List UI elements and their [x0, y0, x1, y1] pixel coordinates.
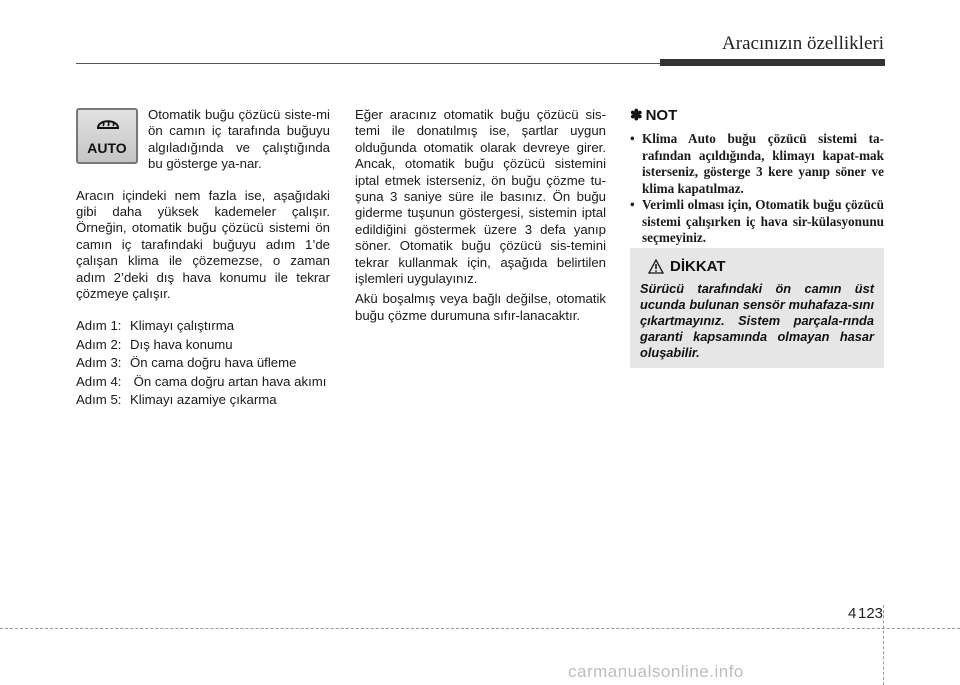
- auto-defog-icon: [96, 116, 120, 138]
- warning-triangle-icon: [648, 259, 664, 274]
- caution-heading: [648, 258, 874, 275]
- step-label: Adım 3:: [76, 355, 122, 371]
- header-rule-accent: [660, 59, 885, 66]
- header-rule: [76, 63, 660, 64]
- step-item: [76, 392, 330, 408]
- note-item-text: Klima Auto buğu çözücü sistemi ta-rafından açıldığında, klimayı kapat-mak isterseniz, gösterge 3 kere yanıp söner ve klima kapatılmaz.: [642, 131, 884, 196]
- steps-list: [76, 318, 330, 408]
- note-list: [630, 131, 884, 247]
- note-section: [630, 107, 884, 247]
- caution-box: [630, 248, 884, 368]
- caution-title: DİKKAT: [670, 258, 726, 275]
- caution-text: Sürücü tarafındaki ön camın üst ucunda bulunan sensör muhafaza-sını çıkartmayınız. Sistem parçala-rında garanti kapsamında olmayan hasar oluşabilir.: [640, 281, 874, 360]
- footer-rule: [0, 628, 960, 629]
- step-item: [76, 318, 330, 334]
- step-label: Adım 4:: [76, 373, 122, 389]
- step-label: Adım 2:: [76, 336, 122, 352]
- left-column: [76, 107, 330, 411]
- step-item: [76, 355, 330, 371]
- watermark: carmanualsonline.info: [568, 662, 744, 681]
- indicator-description: Otomatik buğu çözücü siste-mi ön camın iç tarafında buğuyu algıladığında ve çalıştığında bu gösterge ya-nar.: [148, 107, 330, 172]
- step-item: [76, 337, 330, 353]
- page-number: 123: [858, 605, 884, 622]
- auto-label: AUTO: [87, 140, 127, 156]
- footer-divider: [883, 605, 884, 685]
- note-heading: [630, 107, 884, 125]
- step-text: Dış hava konumu: [130, 336, 233, 352]
- step-text: Ön cama doğru hava üfleme: [130, 355, 297, 371]
- section-title: Aracınızın özellikleri: [722, 33, 884, 54]
- auto-defog-indicator: [76, 108, 138, 164]
- list-item: • Verimli olması için, Otomatik buğu çözücü sistemi çalışırken iç hava sir-külasyonunu seçmeyiniz.: [630, 197, 884, 245]
- chapter-number: 4: [848, 605, 857, 622]
- note-item-text: Verimli olması için, Otomatik buğu çözücü sistemi çalışırken iç hava sir-külasyonunu seçmeyiniz.: [642, 197, 884, 245]
- step-label: Adım 1:: [76, 318, 122, 334]
- step-text: Klimayı çalıştırma: [130, 318, 235, 334]
- note-title: NOT: [645, 107, 678, 124]
- note-star-icon: ✽: [630, 107, 643, 124]
- humidity-paragraph: Aracın içindeki nem fazla ise, aşağıdaki gibi daha yüksek kademeler çalışır. Örneğin, otomatik buğu çözücü sistemi ön camın iç tarafındaki buğuyu adım 1’de çalışan klima ile çözemezse, o zaman adım 2’deki dış hava konumu ile tekrar çözmeye çalışır.: [76, 187, 330, 302]
- step-text: Klimayı azamiye çıkarma: [130, 392, 277, 408]
- battery-paragraph: Akü boşalmış veya bağlı değilse, otomatik buğu çözme durumuna sıfır-lanacaktır.: [355, 291, 606, 323]
- middle-column: [355, 107, 606, 324]
- list-item: • Klima Auto buğu çözücü sistemi ta-rafından açıldığında, klimayı kapat-mak isterseniz, gösterge 3 kere yanıp söner ve klima kapatılmaz.: [630, 131, 884, 196]
- step-label: Adım 5:: [76, 392, 122, 408]
- step-item: [76, 374, 330, 390]
- step-text: Ön cama doğru artan hava akımı: [133, 373, 327, 389]
- auto-defog-paragraph: Eğer aracınız otomatik buğu çözücü sis-temi ile donatılmış ise, şartlar uygun olduğunda otomatik olarak devreye girer. Ancak, otomatik buğu çözücü sistemini iptal etmek isterseniz, ön buğu çözme tu-şuna 3 saniye süre ile basınız. Ön buğu giderme tuşunun göstergesi, sistemin iptal edildiğini göstermek üzere 3 defa yanıp söner. Otomatik buğu çözücü sis-temini tekrar kullanmak için, aşağıda belirtilen işlemleri uygulayınız.: [355, 107, 606, 287]
